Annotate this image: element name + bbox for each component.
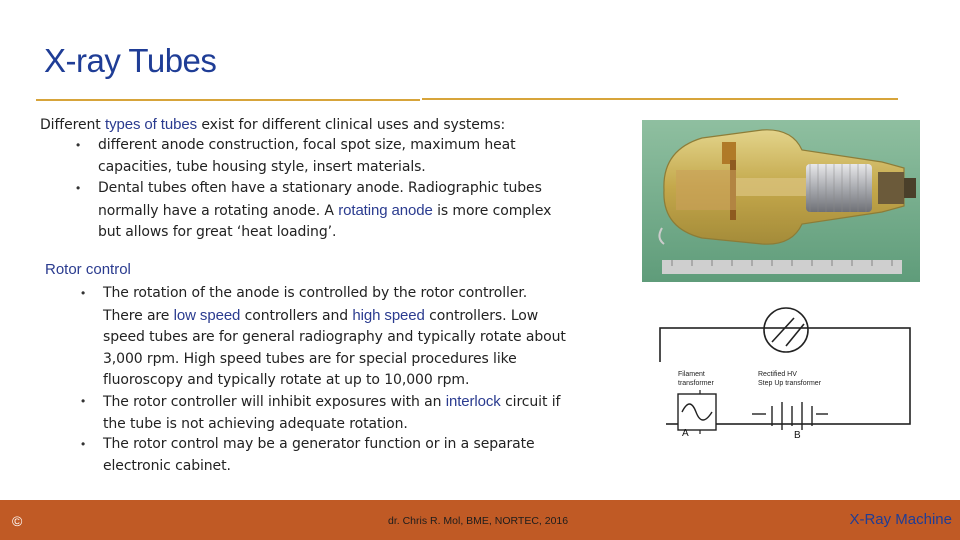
interlock-highlight: interlock [445, 393, 501, 410]
bullet-1-line-1: different anode construction, focal spot size, maximum heat [98, 137, 516, 153]
rotating-anode-highlight: rotating anode [338, 201, 433, 219]
title-underline-right [422, 98, 898, 100]
rotor-b2-line-2: the tube is not achieving adequate rotation. [103, 415, 408, 432]
label-b: B [794, 430, 801, 441]
rotor-b1-line-1: The rotation of the anode is controlled by the rotor controller. [103, 285, 528, 301]
rotor-b2-l1b: circuit if [500, 394, 561, 410]
footer-bar [0, 500, 960, 540]
copyright-symbol: © [12, 513, 23, 529]
bullet-2-line-2 [98, 200, 551, 223]
bullet-marker: • [81, 394, 86, 408]
rotor-control-heading: Rotor control [45, 261, 131, 278]
rotor-b3-line-2: electronic cabinet. [103, 457, 231, 474]
bullet-2-text [98, 178, 551, 244]
rotor-b1-l2b: controllers and [240, 307, 353, 324]
brand-label: X-Ray Machine [849, 511, 952, 528]
title-underline-left [36, 99, 420, 101]
intro-prefix: Different [40, 117, 106, 133]
bullet-2-line-2-a: normally have a rotating anode. A [98, 202, 339, 219]
bullet-marker: • [76, 138, 81, 152]
bullet-1-line-2: capacities, tube housing style, insert materials. [98, 158, 426, 175]
rotor-bullet-1-text [103, 283, 566, 392]
bullet-marker: • [81, 286, 86, 300]
bullet-marker: • [76, 181, 81, 195]
hv-label-2: Step Up transformer [758, 380, 822, 387]
rotor-b1-l2c: controllers. Low [424, 307, 539, 324]
bullet-2-line-1: Dental tubes often have a stationary anode. Radiographic tubes [98, 180, 542, 196]
low-speed-highlight: low speed [173, 306, 241, 324]
rotor-b1-line-5: fluoroscopy and typically rotate at up to 10,000 rpm. [103, 372, 470, 388]
rotor-bullet-3-text [103, 434, 535, 477]
rotor-b1-line-3: speed tubes are for general radiography and typically rotate about [103, 329, 566, 345]
rotor-bullet-2-text [103, 391, 560, 435]
bullet-2-line-2-b: is more complex [432, 202, 552, 219]
author-credit: dr. Chris R. Mol, BME, NORTEC, 2016 [388, 515, 569, 527]
rotor-circuit-diagram [656, 302, 916, 452]
intro-paragraph [40, 114, 505, 137]
bullet-1-text [98, 135, 516, 178]
rotor-b1-line-4: 3,000 rpm. High speed tubes are for special procedures like [103, 350, 517, 367]
filament-label-2: transformer [678, 380, 714, 387]
bullet-marker: • [81, 437, 86, 451]
bullet-2-line-3: but allows for great ‘heat loading’. [98, 224, 337, 240]
rotor-b1-line-2 [103, 305, 566, 328]
label-a: A [682, 428, 689, 439]
rotor-b3-line-1: The rotor control may be a generator function or in a separate [103, 436, 535, 452]
intro-suffix: exist for different clinical uses and systems: [197, 117, 506, 133]
high-speed-highlight: high speed [352, 306, 425, 324]
rotor-b2-l1a: The rotor controller will inhibit exposures with an [103, 394, 446, 410]
intro-highlight: types of tubes [105, 116, 198, 133]
filament-label-1: Filament [678, 371, 705, 378]
slide-title: X-ray Tubes [44, 42, 217, 79]
rotor-b1-l2a: There are [103, 307, 174, 324]
xray-tube-photo [642, 120, 920, 282]
rotor-b2-line-1 [103, 391, 560, 414]
hv-label-1: Rectified HV [758, 371, 797, 378]
